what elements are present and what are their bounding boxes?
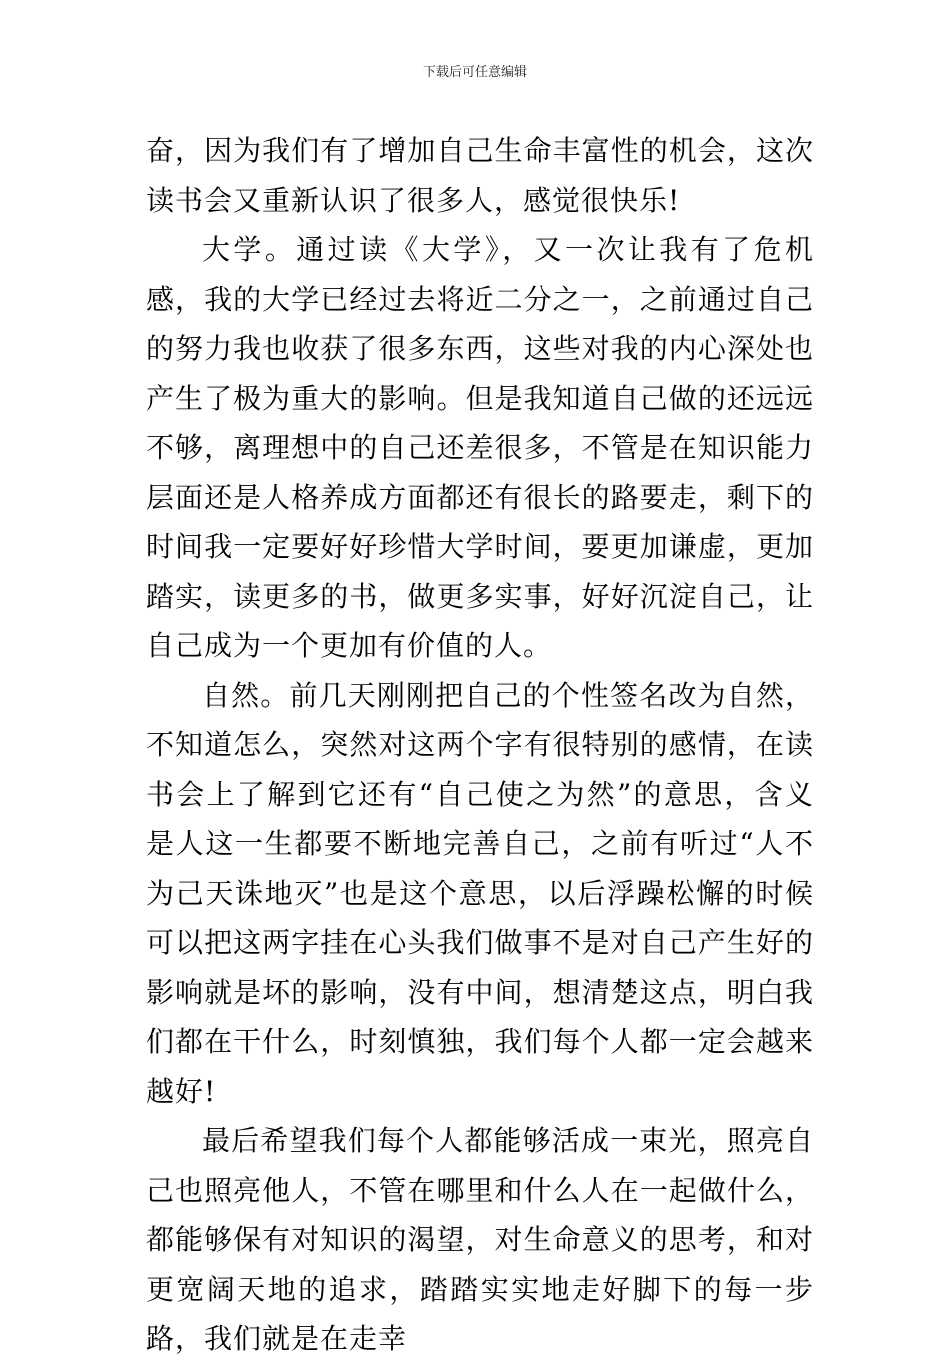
paragraph-2: 大学。通过读《大学》，又一次让我有了危机感，我的大学已经过去将近二分之一，之前通过自己的努力我也收获了很多东西，这些对我的内心深处也产生了极为重大的影响。但是我知道自己做的还远远不够，离理想中的自己还差很多，不管是在知识能力层面还是人格养成方面都还有很长的路要走，剩下的时间我一定要好好珍惜大学时间，要更加谦虚，更加踏实，读更多的书，做更多实事，好好沉淀自己，让自己成为一个更加有价值的人。 (146, 233, 814, 662)
paragraph-3: 自然。前几天刚刚把自己的个性签名改为自然，不知道怎么，突然对这两个字有很特别的感情，在读书会上了解到它还有“自己使之为然”的意思，含义是人这一生都要不断地完善自己，之前有听过“人不为己天诛地灭”也是这个意思，以后浮躁松懈的时候可以把这两字挂在心头我们做事不是对自己产生好的影响就是坏的影响，没有中间，想清楚这点，明白我们都在干什么，时刻慎独，我们每个人都一定会越来越好! (146, 678, 814, 1108)
paragraph-4: 最后希望我们每个人都能够活成一束光，照亮自己也照亮他人，不管在哪里和什么人在一起做什么，都能够保有对知识的渴望，对生命意义的思考，和对更宽阔天地的追求，踏踏实实地走好脚下的每一步路，我们就是在走幸 (146, 1124, 814, 1355)
page-header: 下载后可任意编辑 (422, 65, 527, 80)
document-body (146, 126, 814, 1364)
paragraph-1: 奋，因为我们有了增加自己生命丰富性的机会，这次读书会又重新认识了很多人，感觉很快乐! (146, 134, 814, 217)
